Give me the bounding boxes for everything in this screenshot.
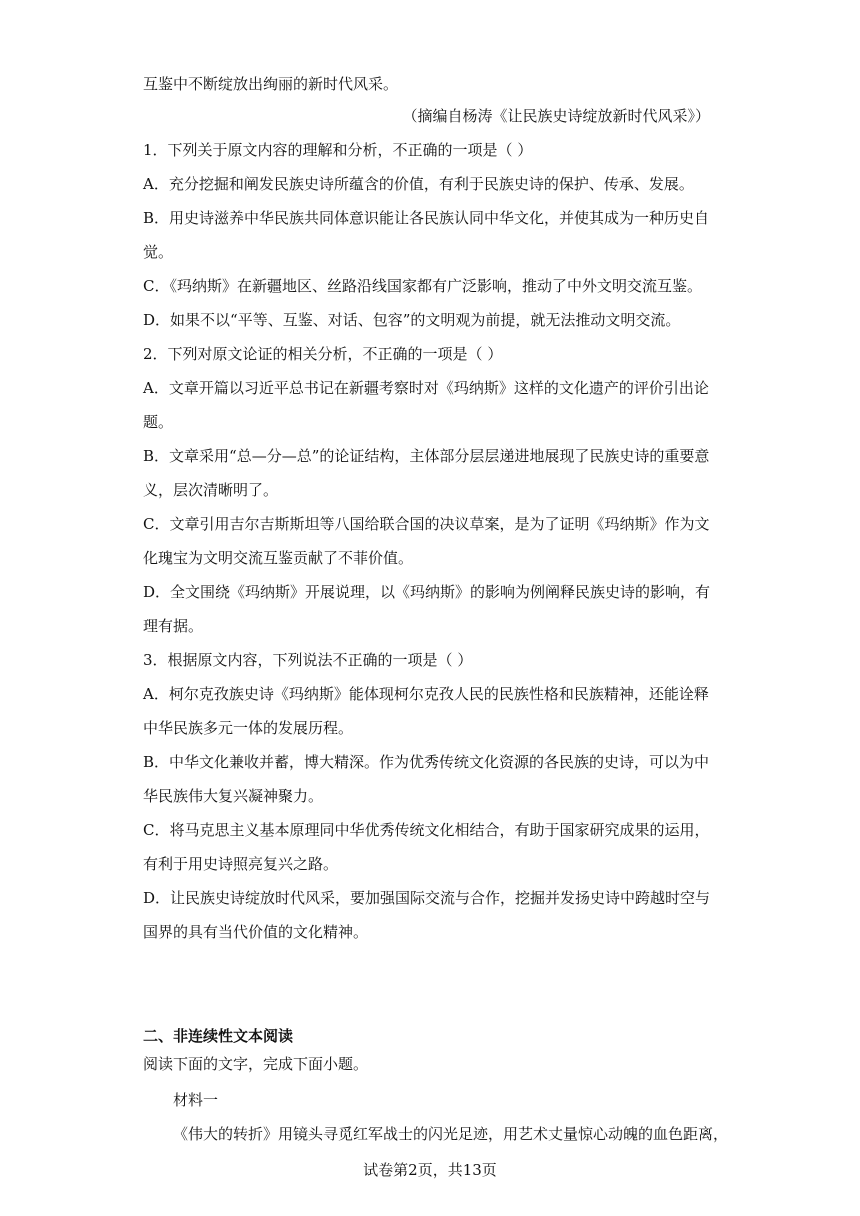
option-3a: A．柯尔克孜族史诗《玛纳斯》能体现柯尔克孜人民的民族性格和民族精神，还能诠释: [143, 685, 709, 703]
option-1b-cont: 觉。: [143, 243, 174, 261]
option-2a-cont: 题。: [143, 413, 174, 431]
option-3c: C．将马克思主义基本原理同中华优秀传统文化相结合，有助于国家研究成果的运用，: [143, 821, 710, 839]
option-2c-cont: 化瑰宝为文明交流互鉴贡献了不菲价值。: [143, 549, 414, 567]
option-3c-cont: 有利于用史诗照亮复兴之路。: [143, 855, 339, 873]
option-2b-cont: 义，层次清晰明了。: [143, 481, 279, 499]
option-2b: B．文章采用“总—分—总”的论证结构，主体部分层层递进地展现了民族史诗的重要意: [143, 447, 710, 465]
material-text: 《伟大的转折》用镜头寻觅红军战士的闪光足迹，用艺术丈量惊心动魄的血色距离，: [173, 1125, 729, 1143]
option-3b: B．中华文化兼收并蓄，博大精深。作为优秀传统文化资源的各民族的史诗，可以为中: [143, 753, 710, 771]
option-3a-cont: 中华民族多元一体的发展历程。: [143, 719, 354, 737]
option-2d: D．全文围绕《玛纳斯》开展说理，以《玛纳斯》的影响为例阐释民族史诗的影响，有: [143, 583, 711, 601]
option-1a: A．充分挖掘和阐发民族史诗所蕴含的价值，有利于民族史诗的保护、传承、发展。: [143, 175, 694, 193]
question-2: 2．下列对原文论证的相关分析，不正确的一项是（ ）: [143, 345, 503, 363]
option-1d: D．如果不以“平等、互鉴、对话、包容”的文明观为前提，就无法推动文明交流。: [143, 311, 681, 329]
option-3b-cont: 华民族伟大复兴凝神聚力。: [143, 787, 324, 805]
option-2a: A．文章开篇以习近平总书记在新疆考察时对《玛纳斯》这样的文化遗产的评价引出论: [143, 379, 709, 397]
section-instruction: 阅读下面的文字，完成下面小题。: [143, 1055, 369, 1073]
question-1: 1．下列关于原文内容的理解和分析，不正确的一项是（ ）: [143, 141, 533, 159]
option-3d-cont: 国界的具有当代价值的文化精神。: [143, 923, 369, 941]
option-2d-cont: 理有据。: [143, 617, 204, 635]
option-2c: C．文章引用吉尔吉斯斯坦等八国给联合国的决议草案，是为了证明《玛纳斯》作为文: [143, 515, 710, 533]
material-label: 材料一: [173, 1091, 219, 1109]
option-3d: D．让民族史诗绽放时代风采，要加强国际交流与合作，挖掘并发扬史诗中跨越时空与: [143, 889, 711, 907]
section-title: 二、非连续性文本阅读: [143, 1027, 294, 1045]
option-1c: C．《玛纳斯》在新疆地区、丝路沿线国家都有广泛影响，推动了中外文明交流互鉴。: [143, 277, 702, 295]
source-citation: （摘编自杨涛《让民族史诗绽放新时代风采》）: [402, 107, 710, 125]
option-1b: B．用史诗滋养中华民族共同体意识能让各民族认同中华文化，并使其成为一种历史自: [143, 209, 710, 227]
text-line: 互鉴中不断绽放出绚丽的新时代风采。: [143, 75, 399, 93]
page-footer: 试卷第2页，共13页: [363, 1161, 497, 1179]
question-3: 3．根据原文内容，下列说法不正确的一项是（ ）: [143, 651, 473, 669]
